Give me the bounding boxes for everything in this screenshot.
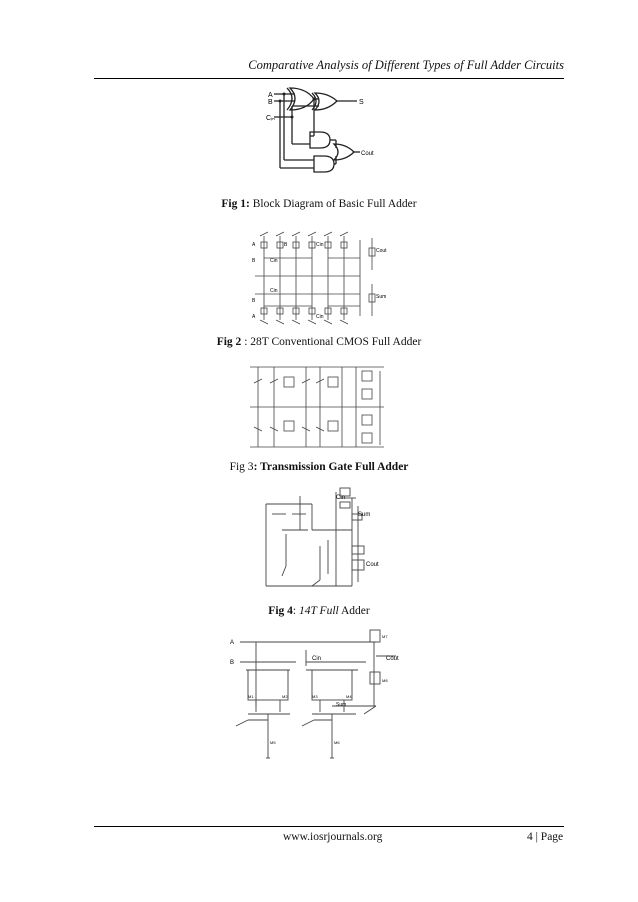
figure-1-text: Block Diagram of Basic Full Adder: [249, 198, 417, 210]
cmos-full-adder-schematic: [250, 228, 390, 326]
figure-1-caption: [0, 198, 638, 210]
figure-3-prefix: Fig 3: [229, 461, 254, 473]
input-b-label-2: B: [252, 258, 256, 264]
figure-4-14t-schematic: [252, 486, 388, 592]
footer-site: www.iosrjournals.org: [283, 831, 383, 843]
running-header: Comparative Analysis of Different Types of Full Adder Circuits: [248, 58, 564, 72]
full-adder-schematic-m1-m8: [226, 626, 406, 766]
figure-4-sep: :: [292, 605, 299, 617]
figure-4-italic: 14T Full: [298, 605, 339, 617]
input-cin-label: Cᵢₙ: [266, 115, 275, 122]
input-b-label: B: [268, 99, 273, 106]
cout-label-fig5: Cout: [386, 656, 399, 662]
transmission-gate-schematic: [244, 361, 394, 453]
m5-label: M5: [270, 740, 276, 745]
m2-label: M2: [282, 694, 288, 699]
input-cin-label-fig5: Cin: [312, 656, 322, 662]
figure-2-cmos-schematic: [250, 228, 390, 326]
header-rule: [94, 78, 564, 79]
figure-3-label: : Transmission Gate Full Adder: [253, 461, 409, 473]
input-cin-label-4: Cin: [316, 314, 324, 320]
figure-4-label: Fig 4: [268, 605, 293, 617]
footer-page: 4 | Page: [527, 831, 564, 843]
figure-5-schematic: [226, 626, 406, 766]
m1-label: M1: [248, 694, 254, 699]
output-s-label: S: [359, 99, 364, 106]
input-b-label-fig5: B: [230, 660, 235, 666]
figure-2-text: : 28T Conventional CMOS Full Adder: [241, 336, 422, 348]
figure-1-block-diagram: [262, 86, 382, 184]
input-b-label-3: B: [252, 298, 256, 304]
cout-label-fig4: Cout: [366, 562, 379, 568]
input-a-label-1: A: [252, 242, 256, 248]
figure-4-end: Adder: [338, 605, 370, 617]
figure-4-caption: [0, 605, 638, 617]
input-cin-label-1: Cin: [316, 242, 324, 248]
m8-label: M8: [382, 678, 388, 683]
input-a-label-fig5: A: [230, 640, 235, 646]
sum-label: Sum: [376, 294, 387, 300]
figure-3-caption: [0, 461, 638, 473]
figure-2-label: Fig 2: [216, 336, 242, 348]
m7-label: M7: [382, 634, 388, 639]
figure-1-label: Fig 1:: [221, 198, 250, 210]
sum-label-fig5: Sum: [336, 702, 347, 708]
output-cout-label: Cout: [361, 151, 374, 157]
input-a-label-2: A: [252, 314, 256, 320]
input-b-label-1: B: [284, 242, 288, 248]
input-a-label: A: [268, 92, 273, 99]
m3-label: M3: [312, 694, 318, 699]
input-cin-label-2: Cin: [270, 258, 278, 264]
cout-label: Cout: [376, 248, 387, 254]
14t-full-adder-schematic: [252, 486, 388, 592]
m6-label: M6: [334, 740, 340, 745]
m4-label: M4: [346, 694, 352, 699]
input-cin-label-3: Cin: [270, 288, 278, 294]
footer-rule: [94, 826, 564, 827]
figure-3-transmission-gate-schematic: [244, 361, 394, 453]
full-adder-block-diagram: [262, 86, 382, 184]
figure-2-caption: [0, 336, 638, 348]
cin-label: Cin: [336, 495, 346, 501]
sum-label-fig4: Sum: [358, 512, 371, 518]
